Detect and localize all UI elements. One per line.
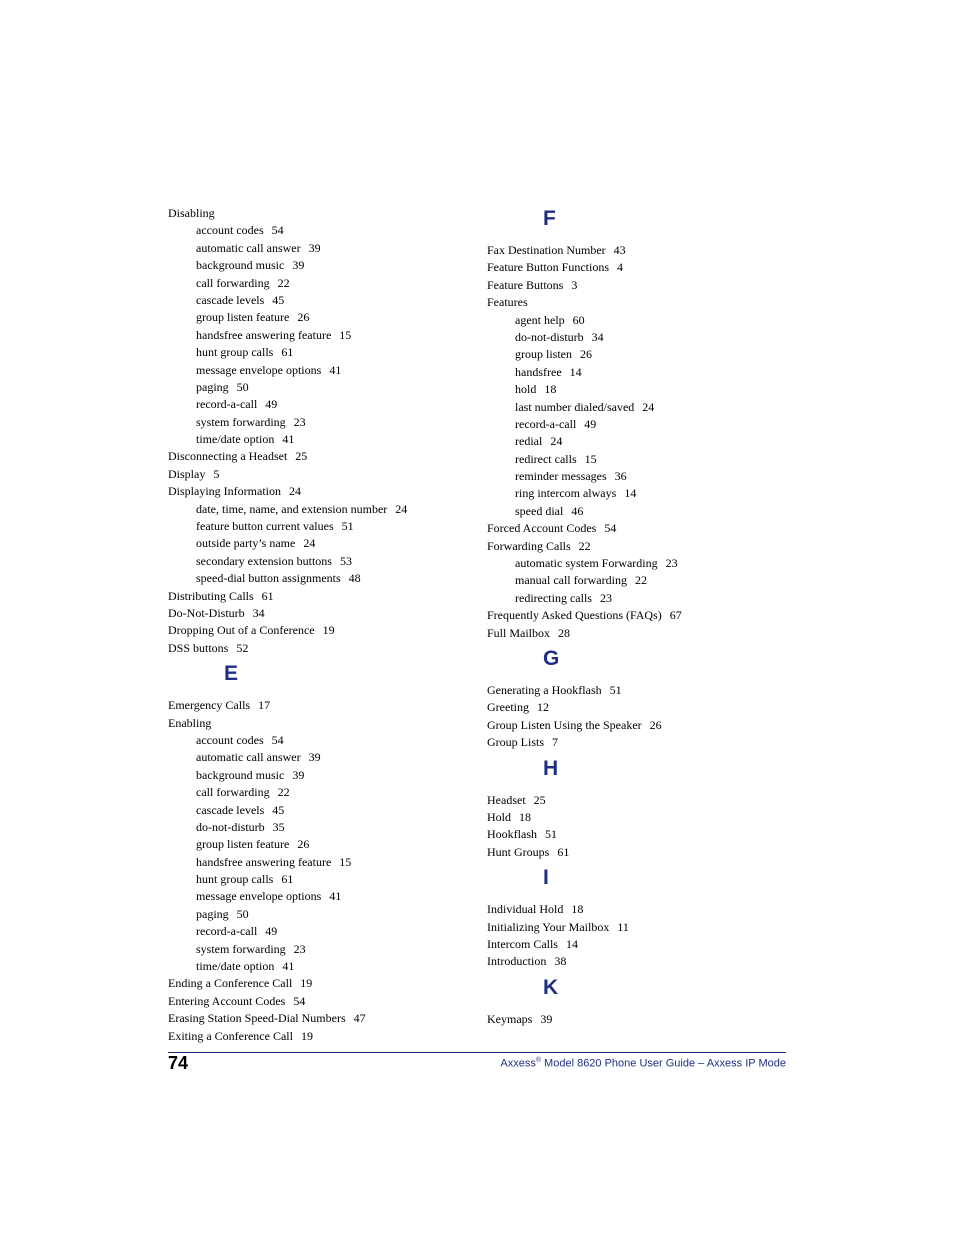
entry-term: background music (196, 258, 285, 273)
entry-page-number: 18 (544, 382, 557, 397)
index-subentry (487, 572, 787, 589)
entry-page-number: 15 (339, 327, 352, 342)
entry-term: handsfree answering feature (196, 854, 332, 869)
entry-page-number: 52 (236, 640, 249, 655)
index-subentry (168, 518, 468, 535)
entry-term: Entering Account Codes (168, 993, 286, 1008)
index-entry (168, 622, 468, 639)
index-entry (168, 715, 468, 732)
index-entry (487, 717, 787, 734)
index-subentry (168, 854, 468, 871)
entry-page-number: 19 (322, 623, 335, 638)
index-subentry (168, 802, 468, 819)
entry-page-number: 34 (252, 605, 265, 620)
entry-term: Distributing Calls (168, 588, 254, 603)
index-subentry (487, 346, 787, 363)
entry-page-number: 18 (571, 902, 584, 917)
entry-page-number: 23 (665, 556, 678, 571)
entry-term: automatic system Forwarding (515, 556, 658, 571)
index-subentry (168, 871, 468, 888)
entry-page-number: 49 (265, 397, 278, 412)
entry-page-number: 22 (277, 275, 290, 290)
entry-page-number: 39 (540, 1011, 553, 1026)
entry-term: speed-dial button assignments (196, 571, 341, 586)
index-subentry (168, 941, 468, 958)
index-subentry (168, 431, 468, 448)
entry-term: Emergency Calls (168, 698, 251, 713)
entry-term: automatic call answer (196, 240, 301, 255)
entry-page-number: 14 (624, 486, 637, 501)
index-entry (487, 699, 787, 716)
index-entry (487, 936, 787, 953)
index-subentry (168, 396, 468, 413)
entry-page-number: 54 (293, 993, 306, 1008)
index-subentry (168, 327, 468, 344)
index-entry (168, 975, 468, 992)
entry-page-number: 60 (572, 312, 585, 327)
index-subentry (168, 257, 468, 274)
index-entry (168, 483, 468, 500)
entry-term: do-not-disturb (196, 819, 265, 834)
entry-term: account codes (196, 223, 264, 238)
entry-term: Disconnecting a Headset (168, 449, 288, 464)
index-entry (168, 588, 468, 605)
entry-page-number: 49 (265, 924, 278, 939)
index-subentry (168, 309, 468, 326)
entry-page-number: 24 (288, 484, 301, 499)
index-subentry (487, 433, 787, 450)
entry-term: handsfree (515, 364, 562, 379)
entry-term: Introduction (487, 954, 547, 969)
entry-page-number: 15 (584, 451, 597, 466)
entry-term: do-not-disturb (515, 329, 584, 344)
entry-term: record-a-call (196, 924, 258, 939)
index-subentry (168, 344, 468, 361)
entry-page-number: 61 (281, 345, 294, 360)
index-entry (487, 259, 787, 276)
page-number: 74 (168, 1053, 189, 1073)
index-entry (487, 538, 787, 555)
entry-term: system forwarding (196, 941, 286, 956)
entry-page-number: 61 (557, 844, 570, 859)
entry-term: Group Listen Using the Speaker (487, 717, 642, 732)
entry-page-number: 24 (395, 501, 408, 516)
index-subentry (487, 312, 787, 329)
entry-term: agent help (515, 312, 565, 327)
entry-term: Full Mailbox (487, 625, 551, 640)
entry-page-number: 41 (329, 889, 342, 904)
entry-term: Exiting a Conference Call (168, 1028, 293, 1043)
index-entry (168, 205, 468, 222)
entry-page-number: 23 (599, 590, 612, 605)
entry-term: Hunt Groups (487, 844, 550, 859)
entry-page-number: 24 (303, 536, 316, 551)
entry-page-number: 5 (213, 466, 220, 481)
entry-term: Frequently Asked Questions (FAQs) (487, 608, 662, 623)
entry-term: Initializing Your Mailbox (487, 919, 610, 934)
index-subentry (168, 888, 468, 905)
entry-term: reminder messages (515, 469, 607, 484)
entry-term: Forwarding Calls (487, 538, 571, 553)
index-subentry (168, 362, 468, 379)
entry-term: speed dial (515, 503, 564, 518)
entry-page-number: 61 (281, 872, 294, 887)
entry-term: Fax Destination Number (487, 243, 606, 257)
entry-page-number: 45 (272, 802, 285, 817)
entry-term: Generating a Hookflash (487, 682, 602, 697)
entry-page-number: 24 (642, 399, 655, 414)
index-subentry (487, 381, 787, 398)
index-subentry (487, 451, 787, 468)
entry-term: redial (515, 434, 543, 449)
section-letter: H (543, 756, 559, 780)
index-subentry (168, 292, 468, 309)
index-subentry (168, 767, 468, 784)
entry-term: Do-Not-Disturb (168, 605, 245, 620)
entry-page-number: 4 (617, 260, 623, 275)
entry-page-number: 25 (295, 449, 308, 464)
entry-term: Individual Hold (487, 902, 564, 917)
entry-page-number: 15 (339, 854, 352, 869)
entry-term: call forwarding (196, 785, 270, 800)
entry-term: Disabling (168, 206, 215, 220)
index-subentry (168, 836, 468, 853)
index-subentry (487, 590, 787, 607)
entry-page-number: 38 (554, 954, 567, 969)
registered-mark: ® (535, 1057, 541, 1064)
entry-page-number: 11 (617, 919, 629, 934)
index-entry (168, 1010, 468, 1027)
entry-page-number: 41 (282, 432, 295, 447)
entry-page-number: 54 (271, 223, 284, 238)
entry-term: message envelope options (196, 889, 322, 904)
entry-term: cascade levels (196, 292, 265, 307)
entry-term: call forwarding (196, 275, 270, 290)
index-subentry (168, 570, 468, 587)
entry-page-number: 39 (308, 750, 321, 765)
index-entry (487, 625, 787, 642)
index-subentry (168, 906, 468, 923)
entry-page-number: 36 (614, 469, 627, 484)
entry-page-number: 53 (339, 553, 352, 568)
entry-page-number: 41 (329, 362, 342, 377)
section-letter: K (543, 975, 559, 999)
index-entry (487, 277, 787, 294)
index-entry (168, 993, 468, 1010)
index-subentry (487, 503, 787, 520)
index-entry (487, 682, 787, 699)
entry-page-number: 54 (604, 521, 617, 536)
entry-term: system forwarding (196, 414, 286, 429)
entry-page-number: 14 (569, 364, 582, 379)
entry-page-number: 49 (584, 416, 597, 431)
entry-page-number: 39 (292, 258, 305, 273)
entry-page-number: 51 (545, 827, 557, 842)
index-entry (487, 844, 787, 861)
entry-term: redirect calls (515, 451, 577, 466)
index-subentry (487, 555, 787, 572)
entry-page-number: 35 (272, 819, 285, 834)
section-letter: E (224, 662, 239, 686)
entry-term: Headset (487, 792, 526, 807)
entry-term: Keymaps (487, 1011, 533, 1026)
index-entry (487, 792, 787, 809)
entry-page-number: 26 (297, 837, 310, 852)
section-letter: F (543, 207, 556, 230)
index-entry (487, 901, 787, 918)
entry-term: group listen feature (196, 310, 290, 325)
entry-term: account codes (196, 732, 264, 747)
entry-page-number: 3 (571, 277, 578, 292)
entry-term: Displaying Information (168, 484, 281, 499)
index-entry (487, 953, 787, 970)
entry-term: secondary extension buttons (196, 553, 332, 568)
entry-term: paging (196, 906, 229, 921)
entry-page-number: 47 (353, 1011, 366, 1026)
entry-term: outside party’s name (196, 536, 296, 551)
entry-page-number: 22 (578, 538, 591, 553)
entry-page-number: 22 (634, 573, 647, 588)
index-entry (487, 734, 787, 751)
entry-page-number: 41 (282, 959, 295, 974)
entry-term: hunt group calls (196, 872, 274, 887)
entry-term: cascade levels (196, 802, 265, 817)
entry-term: Greeting (487, 700, 529, 715)
index-subentry (168, 749, 468, 766)
index-subentry (168, 732, 468, 749)
index-entry (487, 826, 787, 843)
entry-page-number: 43 (613, 243, 626, 257)
entry-term: DSS buttons (168, 640, 229, 655)
entry-term: Feature Buttons (487, 277, 564, 292)
entry-term: Feature Button Functions (487, 260, 609, 275)
entry-page-number: 24 (550, 434, 563, 449)
entry-term: feature button current values (196, 519, 334, 534)
entry-page-number: 34 (591, 329, 604, 344)
index-subentry (168, 923, 468, 940)
index-subentry (168, 958, 468, 975)
index-entry (487, 1011, 787, 1028)
index-entry (487, 294, 787, 311)
entry-page-number: 25 (533, 792, 546, 807)
entry-term: last number dialed/saved (515, 399, 635, 414)
entry-term: redirecting calls (515, 590, 592, 605)
index-subentry (168, 222, 468, 239)
entry-term: record-a-call (196, 397, 258, 412)
footer-title (500, 1054, 786, 1071)
index-entry (487, 520, 787, 537)
entry-page-number: 39 (292, 767, 305, 782)
entry-page-number: 18 (519, 809, 531, 824)
index-entry (168, 605, 468, 622)
index-subentry (487, 485, 787, 502)
entry-page-number: 51 (609, 682, 622, 697)
index-subentry (168, 414, 468, 431)
index-entry (487, 607, 787, 624)
entry-page-number: 19 (300, 976, 313, 991)
entry-page-number: 45 (272, 292, 285, 307)
index-subentry (168, 535, 468, 552)
index-column-right (487, 205, 787, 1028)
entry-page-number: 26 (580, 347, 592, 362)
index-entry (168, 466, 468, 483)
entry-term: Display (168, 466, 206, 481)
entry-term: Dropping Out of a Conference (168, 623, 315, 638)
entry-term: Ending a Conference Call (168, 976, 293, 991)
entry-page-number: 12 (536, 700, 549, 715)
entry-term: paging (196, 379, 229, 394)
index-entry (487, 809, 787, 826)
entry-page-number: 22 (277, 785, 290, 800)
entry-term: record-a-call (515, 416, 577, 431)
index-subentry (168, 240, 468, 257)
entry-page-number: 51 (341, 519, 354, 534)
entry-term: group listen feature (196, 837, 290, 852)
index-subentry (168, 379, 468, 396)
entry-term: Hold (487, 809, 511, 824)
entry-term: manual call forwarding (515, 573, 627, 588)
entry-term: group listen (515, 347, 572, 362)
entry-page-number: 61 (261, 588, 274, 603)
section-letter: I (543, 866, 549, 890)
entry-term: automatic call answer (196, 750, 301, 765)
entry-page-number: 67 (669, 608, 682, 623)
entry-term: Intercom Calls (487, 936, 558, 951)
index-entry (168, 1028, 468, 1045)
entry-page-number: 23 (293, 941, 306, 956)
entry-page-number: 50 (236, 906, 249, 921)
entry-term: Forced Account Codes (487, 521, 597, 536)
entry-page-number: 39 (308, 240, 321, 255)
entry-term: message envelope options (196, 362, 322, 377)
footer-rule (168, 1052, 786, 1053)
entry-term: handsfree answering feature (196, 327, 332, 342)
entry-page-number: 23 (293, 414, 306, 429)
entry-term: background music (196, 767, 285, 782)
entry-page-number: 17 (258, 698, 271, 713)
entry-page-number: 54 (271, 732, 284, 747)
index-column-left (168, 205, 468, 1045)
index-entry (168, 448, 468, 465)
entry-term: Enabling (168, 715, 212, 730)
entry-term: date, time, name, and extension number (196, 501, 388, 516)
footer-brand: Axxess (500, 1057, 536, 1070)
entry-page-number: 50 (236, 379, 249, 394)
entry-page-number: 28 (558, 625, 571, 640)
entry-page-number: 26 (649, 717, 662, 732)
index-entry (487, 919, 787, 936)
index-subentry (487, 329, 787, 346)
entry-page-number: 7 (552, 735, 558, 750)
index-subentry (168, 275, 468, 292)
index-entry (168, 697, 468, 714)
section-letter: G (543, 646, 560, 670)
entry-page-number: 26 (297, 310, 310, 325)
entry-term: Erasing Station Speed-Dial Numbers (168, 1011, 346, 1026)
index-subentry (168, 784, 468, 801)
entry-page-number: 19 (300, 1028, 313, 1043)
entry-page-number: 14 (565, 936, 578, 951)
footer-title-rest: Model 8620 Phone User Guide – Axxess IP Mode (541, 1057, 786, 1070)
index-subentry (168, 501, 468, 518)
index-subentry (487, 399, 787, 416)
entry-term: Group Lists (487, 735, 544, 750)
entry-term: hold (515, 382, 537, 397)
entry-term: Features (487, 295, 528, 310)
index-entry (168, 640, 468, 657)
entry-term: time/date option (196, 432, 275, 447)
entry-page-number: 46 (571, 503, 584, 518)
entry-term: Hookflash (487, 827, 537, 842)
index-subentry (487, 468, 787, 485)
index-subentry (487, 364, 787, 381)
index-subentry (168, 553, 468, 570)
entry-term: ring intercom always (515, 486, 617, 501)
entry-page-number: 48 (348, 571, 361, 586)
entry-term: hunt group calls (196, 345, 274, 360)
index-subentry (168, 819, 468, 836)
entry-term: time/date option (196, 959, 275, 974)
index-entry (487, 242, 787, 259)
index-subentry (487, 416, 787, 433)
